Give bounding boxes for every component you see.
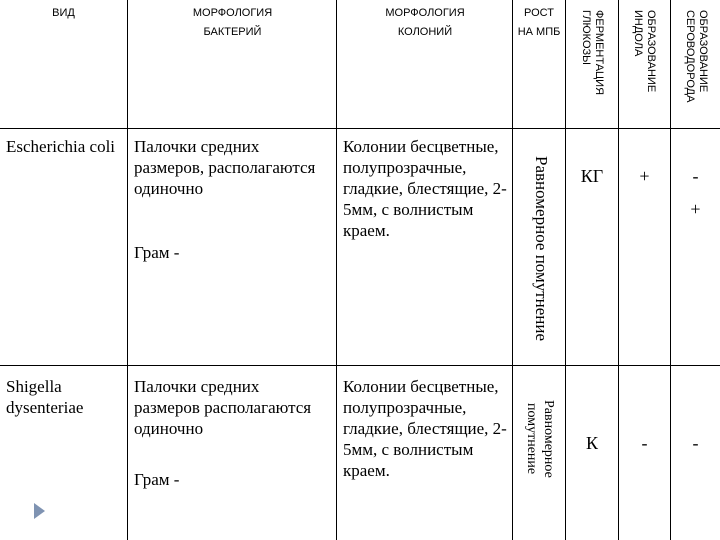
row-divider	[0, 365, 720, 366]
row2-indole: -	[641, 433, 648, 453]
header-divider	[0, 128, 720, 129]
header-glucose-fermentation: ФЕРМЕНТАЦИЯ ГЛЮКОЗЫ	[580, 10, 605, 96]
row1-h2s-bottom: +	[690, 199, 701, 219]
header-species: ВИД	[52, 7, 75, 19]
row1-growth-mpb: Равномерное помутнение	[532, 156, 551, 342]
col-divider-6	[670, 0, 671, 540]
row1-bacteria-morphology: Палочки средних размеров, располагаются одиночно	[134, 137, 316, 198]
row2-colony-morphology: Колонии бесцветные, полупрозрачные, гладкие, блестящие, 2-5мм, с волнистым краем.	[343, 377, 507, 480]
header-indole-formation: ОБРАЗОВАНИЕ ИНДОЛА	[632, 10, 657, 93]
row1-species: Escherichia coli	[6, 137, 116, 156]
col-divider-5	[618, 0, 619, 540]
row1-indole: +	[639, 166, 650, 186]
row1-colony-morphology: Колонии бесцветные, полупрозрачные, гладкие, блестящие, 2-5мм, с волнистым краем.	[343, 137, 507, 240]
col-divider-2	[336, 0, 337, 540]
row1-h2s-top: -	[692, 166, 699, 186]
row1-glucose: КГ	[580, 166, 604, 186]
header-h2s-formation: ОБРАЗОВАНИЕ СЕРОВОДОРОДА	[684, 10, 709, 103]
col-divider-1	[127, 0, 128, 540]
row2-species: Shigella dysenteriae	[6, 377, 84, 417]
row2-glucose: К	[585, 433, 598, 453]
header-bacteria-morphology: МОРФОЛОГИЯ БАКТЕРИЙ	[192, 7, 273, 38]
col-divider-4	[565, 0, 566, 540]
row2-h2s: -	[692, 433, 699, 453]
row2-gram: Грам -	[134, 470, 180, 489]
row2-bacteria-morphology: Палочки средних размеров располагаются одиночно	[134, 377, 312, 438]
header-growth-mpb: РОСТ НА МПБ	[517, 7, 561, 38]
row2-growth-mpb: Равномерное помутнение	[524, 399, 556, 478]
col-divider-3	[512, 0, 513, 540]
header-colony-morphology: МОРФОЛОГИЯ КОЛОНИЙ	[385, 7, 465, 38]
row1-gram: Грам -	[134, 243, 180, 262]
play-arrow-icon[interactable]	[34, 503, 45, 519]
